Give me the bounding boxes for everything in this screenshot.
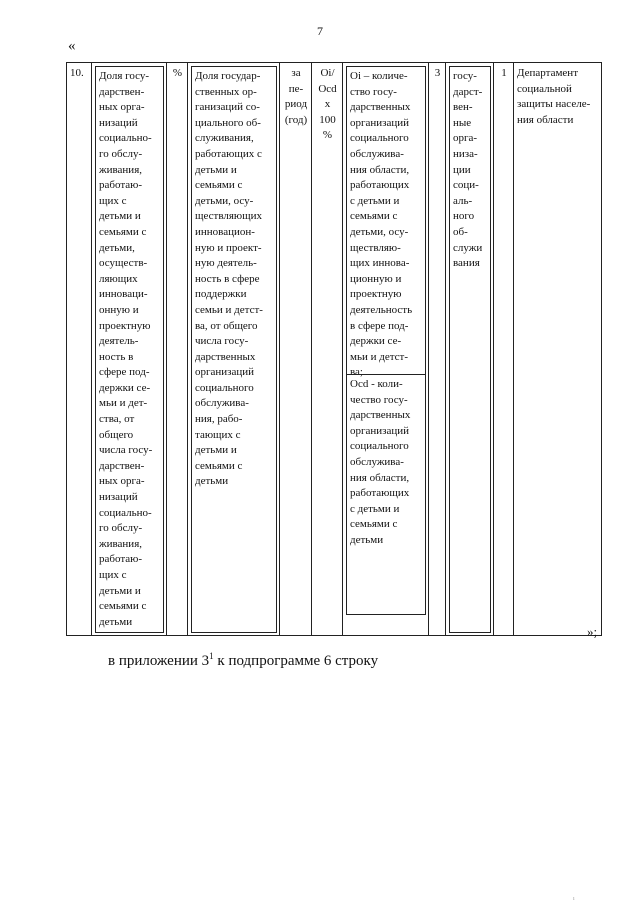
description-oi: Oi – количе- ство госу- дарственных организаций социального обслужива- ния области, работающих с детьми и семьями с детьми, осу- ществляю- щих иннова- ционную и проектную деятельность в сфере под- держки се- мьи и детст- ва; (346, 66, 426, 374)
corner-mark: ı (573, 896, 575, 902)
unit: % (167, 63, 188, 636)
frequency: 1 (494, 63, 514, 636)
indicator-definition: Доля государ- ственных ор- ганизаций со- циального об- служивания, работающих с детьми и семьями с детьми, осу- ществляющих инновацион- ную и проект- ную деятель- ность в сфере поддержки семьи и детст- ва, от общего числа госу- дарственных организаций социального обслужива- ния, рабо- тающих с детьми и семьями с детьми (191, 66, 277, 633)
description-ocd: Ocd - коли- чество госу- дарственных организаций социального обслужива- ния области, работающих с детьми и семьями с детьми (346, 374, 426, 615)
formula: Oi/ Ocd x 100 % (312, 63, 343, 636)
indicator-name: Доля госу- дарствен- ных орга- низаций социально- го обслу- живания, работаю- щих с детьми и семьями с детьми, осуществ- ляющих инноваци- онную и проектную деятель- ность в сфере под- держки се- мьи и дет- ства, от общего числа госу- дарствен- ных орга- низаций социально- го обслу- живания, работаю- щих с детьми и семьями с детьми (95, 66, 164, 633)
table-row (67, 63, 602, 636)
row-number: 10. (67, 63, 92, 636)
close-quote: »; (587, 624, 598, 639)
responsible-body: Департамент социальной защиты населе- ния области (514, 63, 602, 636)
open-quote: « (68, 38, 76, 54)
method-code: 3 (429, 63, 446, 636)
data-source: госу- дарст- вен- ные орга- низа- ции соци- аль- ного об- служи вания (449, 66, 491, 633)
body-text (108, 651, 378, 670)
indicator-table (66, 62, 602, 636)
body-text-after: к подпрограмме 6 строку (213, 653, 379, 669)
body-text-sup: 1 (209, 651, 214, 661)
period: за пе- риод (год) (280, 63, 312, 636)
body-text-before: в приложении 3 (108, 653, 210, 669)
page-number: 7 (317, 24, 323, 38)
